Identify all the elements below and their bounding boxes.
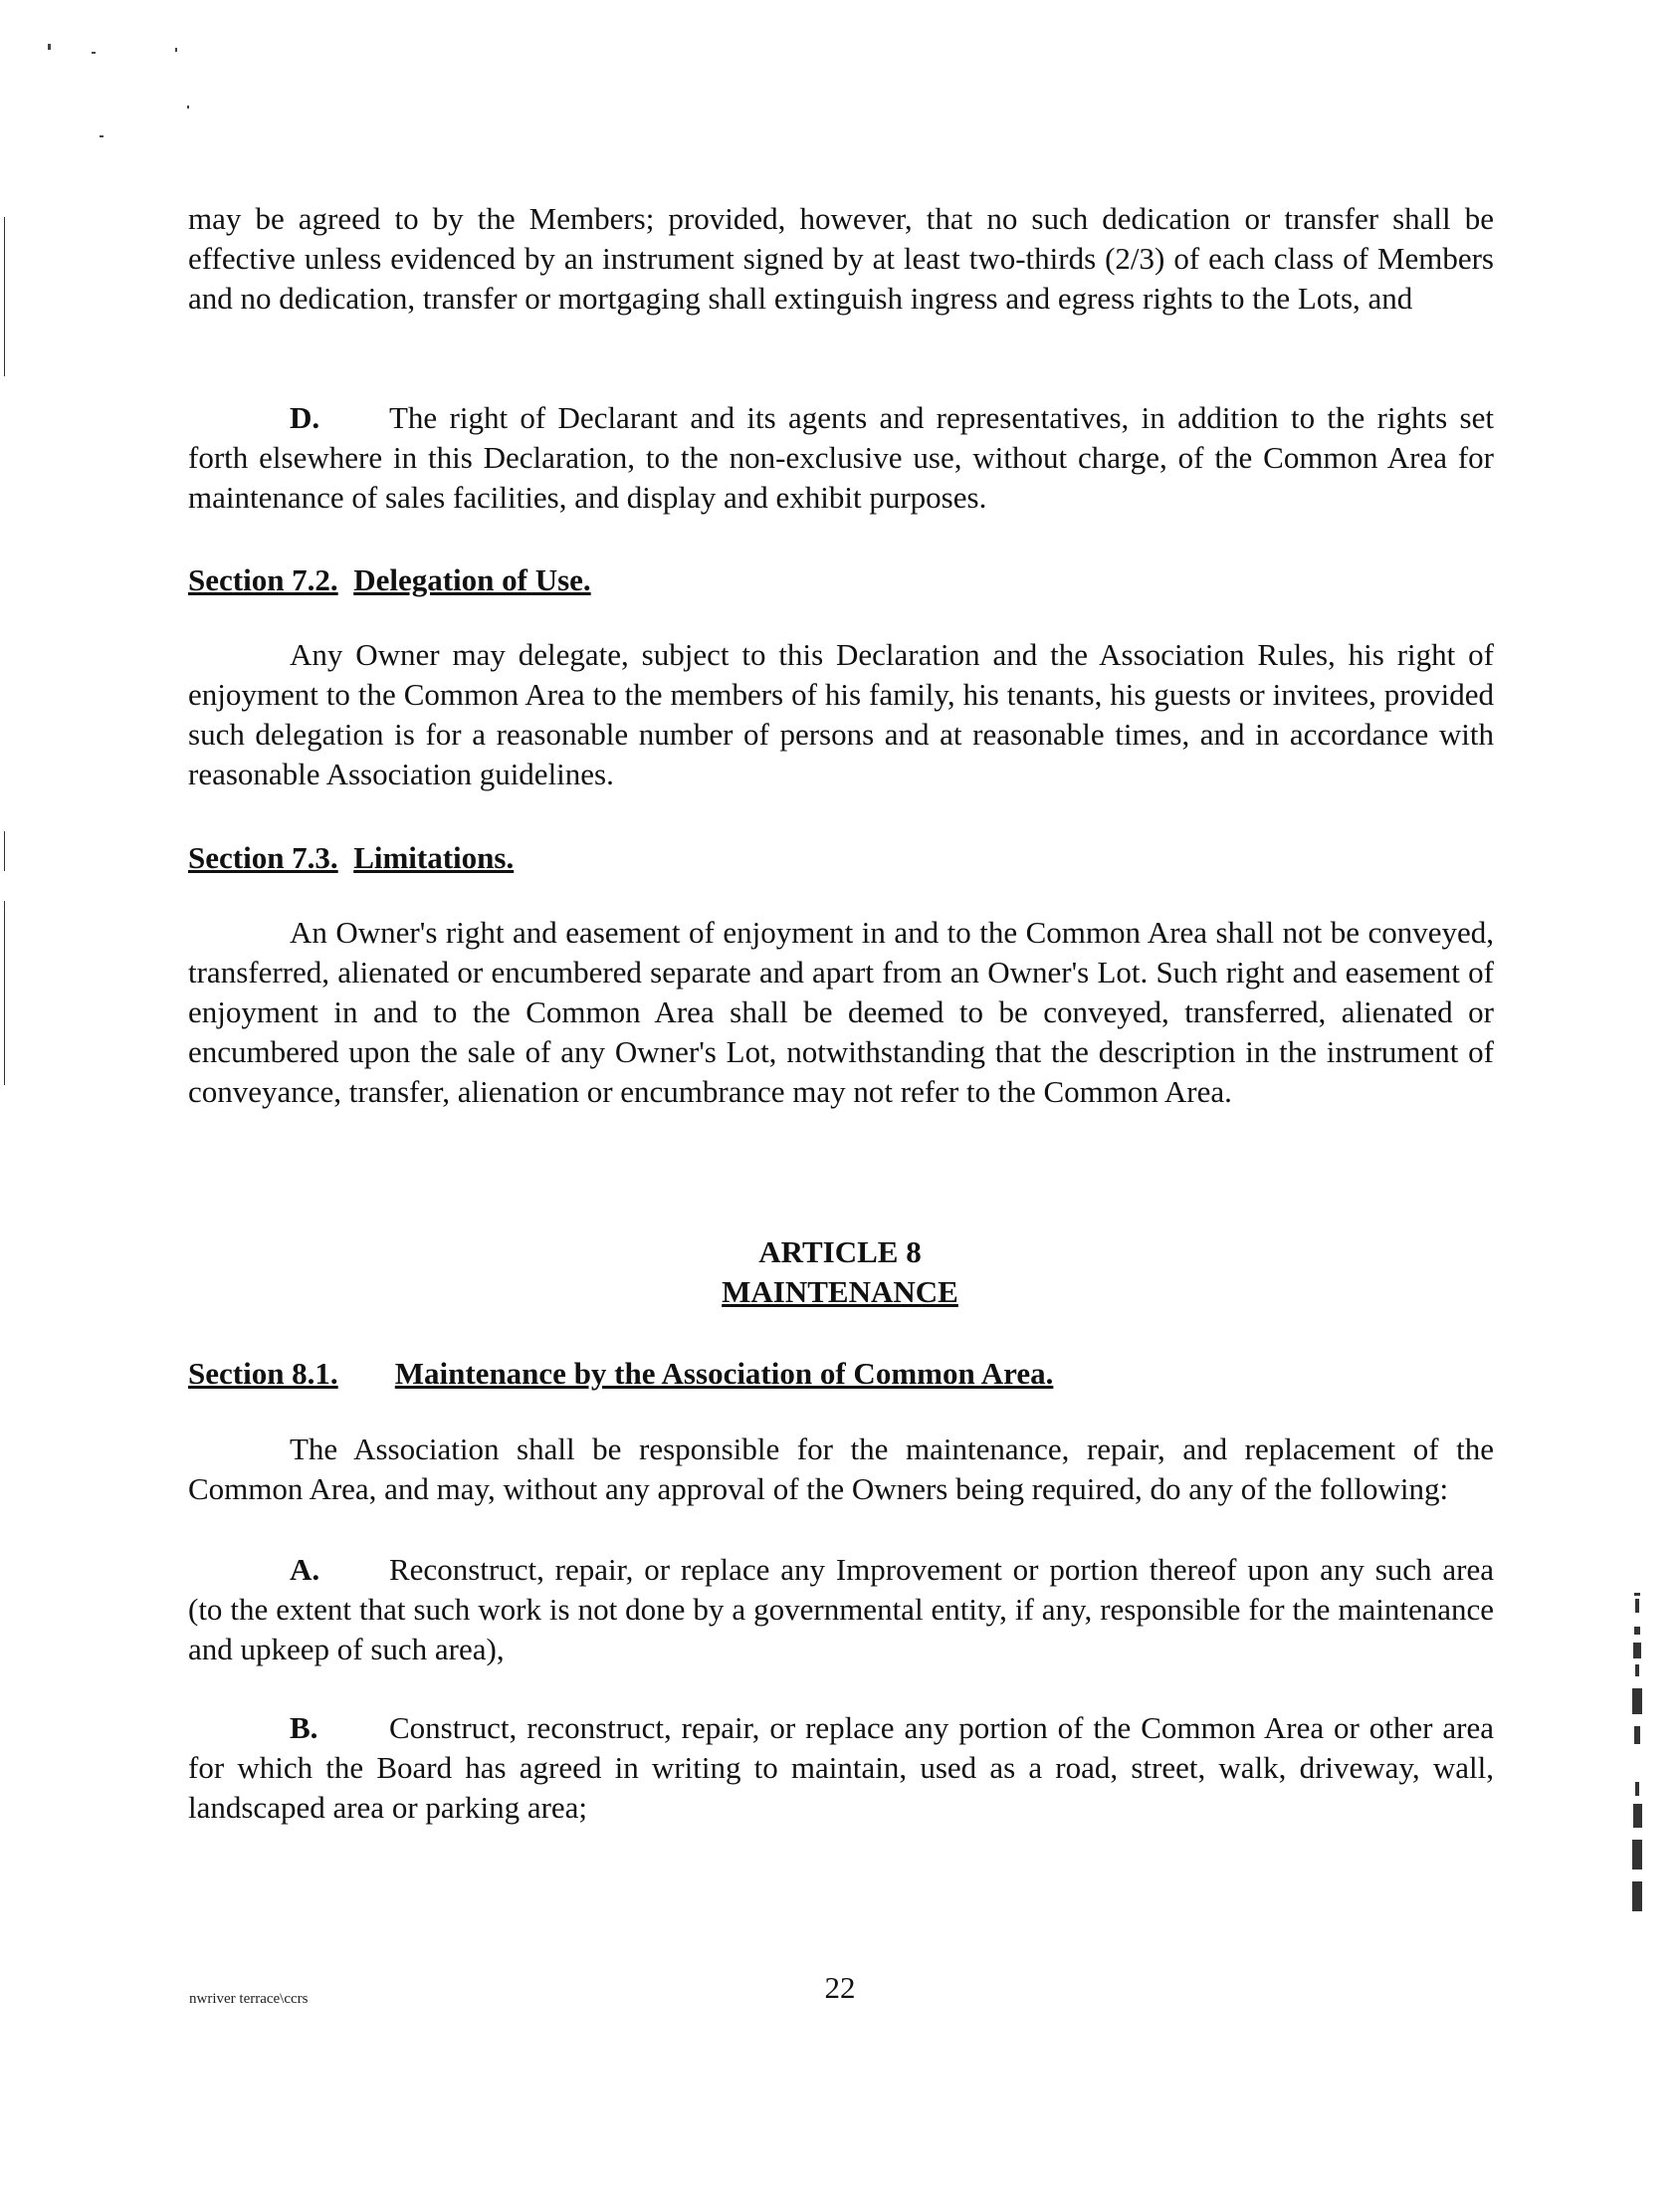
- item-b-label: B.: [290, 1710, 318, 1745]
- article-title-text: MAINTENANCE: [722, 1274, 958, 1309]
- footer-file-path: nwriver terrace\ccrs: [189, 1991, 309, 2007]
- scan-speck: [92, 52, 96, 54]
- paragraph-item-d: [188, 398, 1494, 518]
- section-7-3-number: Section 7.3.: [188, 840, 338, 875]
- section-8-1-heading: [188, 1354, 1053, 1394]
- section-8-1-title: Maintenance by the Association of Common Area.: [394, 1356, 1054, 1391]
- item-a-text: Reconstruct, repair, or replace any Improvement or portion thereof upon any such area (to the extent that such work is not done by a governmental entity, if any, responsible for the maintenance and upkeep of such area),: [188, 1552, 1494, 1666]
- recording-stamp-graphic: [1625, 1593, 1649, 1931]
- paragraph-c-continuation: may be agreed to by the Members; provided, however, that no such dedication or transfer shall be effective unless evidenced by an instrument signed by at least two-thirds (2/3) of each class of Members and no dedication, transfer or mortgaging shall extinguish ingress and egress rights to the Lots, and: [188, 201, 1494, 316]
- scan-margin-line: [4, 217, 5, 376]
- item-d-text: The right of Declarant and its agents and representatives, in addition to the rights set forth elsewhere in this Declaration, to the non-exclusive use, without charge, of the Common Area for maintenance of sales facilities, and display and exhibit purposes.: [188, 400, 1494, 515]
- scan-speck: [187, 106, 189, 109]
- page-number: 22: [824, 1970, 856, 2005]
- scan-margin-line: [4, 831, 5, 871]
- article-number: ARTICLE 8: [758, 1234, 922, 1269]
- paragraph-item-b: [188, 1708, 1494, 1828]
- section-7-2-body: Any Owner may delegate, subject to this Declaration and the Association Rules, his right of enjoyment to the Common Area to the members of his family, his tenants, his guests or invitees, provided such delegation is for a reasonable number of persons and at reasonable times, and in accordance with reasonable Association guidelines.: [188, 637, 1494, 791]
- scan-speck: [48, 44, 51, 50]
- section-7-2-heading: [188, 560, 591, 600]
- item-d-label: D.: [290, 400, 320, 435]
- section-7-3-heading: [188, 838, 514, 878]
- section-8-1-body: The Association shall be responsible for the maintenance, repair, and replacement of the Common Area, and may, without any approval of the Owners being required, do any of the following:: [188, 1431, 1494, 1506]
- item-a-label: A.: [290, 1552, 320, 1587]
- scan-margin-line: [4, 901, 5, 1085]
- section-7-2-number: Section 7.2.: [188, 562, 338, 597]
- section-7-3-body: An Owner's right and easement of enjoyment in and to the Common Area shall not be conveyed, transferred, alienated or encumbered separate and apart from an Owner's Lot. Such right and easement of enjoyment in and to the Common Area shall be deemed to be conveyed, transferred, alienated or encumbered upon the sale of any Owner's Lot, notwithstanding that the description in the instrument of conveyance, transfer, alienation or encumbrance may not refer to the Common Area.: [188, 915, 1494, 1109]
- section-8-1-number: Section 8.1.: [188, 1356, 338, 1391]
- section-7-3-title: Limitations.: [353, 840, 515, 875]
- scan-speck: [175, 48, 177, 52]
- item-b-text: Construct, reconstruct, repair, or replace any portion of the Common Area or other area for which the Board has agreed in writing to maintain, used as a road, street, walk, driveway, wall, landscaped area or parking area;: [188, 1710, 1494, 1825]
- article-title: [0, 1272, 1680, 1312]
- scan-speck: [100, 135, 104, 137]
- section-7-2-title: Delegation of Use.: [353, 562, 591, 597]
- paragraph-item-a: [188, 1550, 1494, 1669]
